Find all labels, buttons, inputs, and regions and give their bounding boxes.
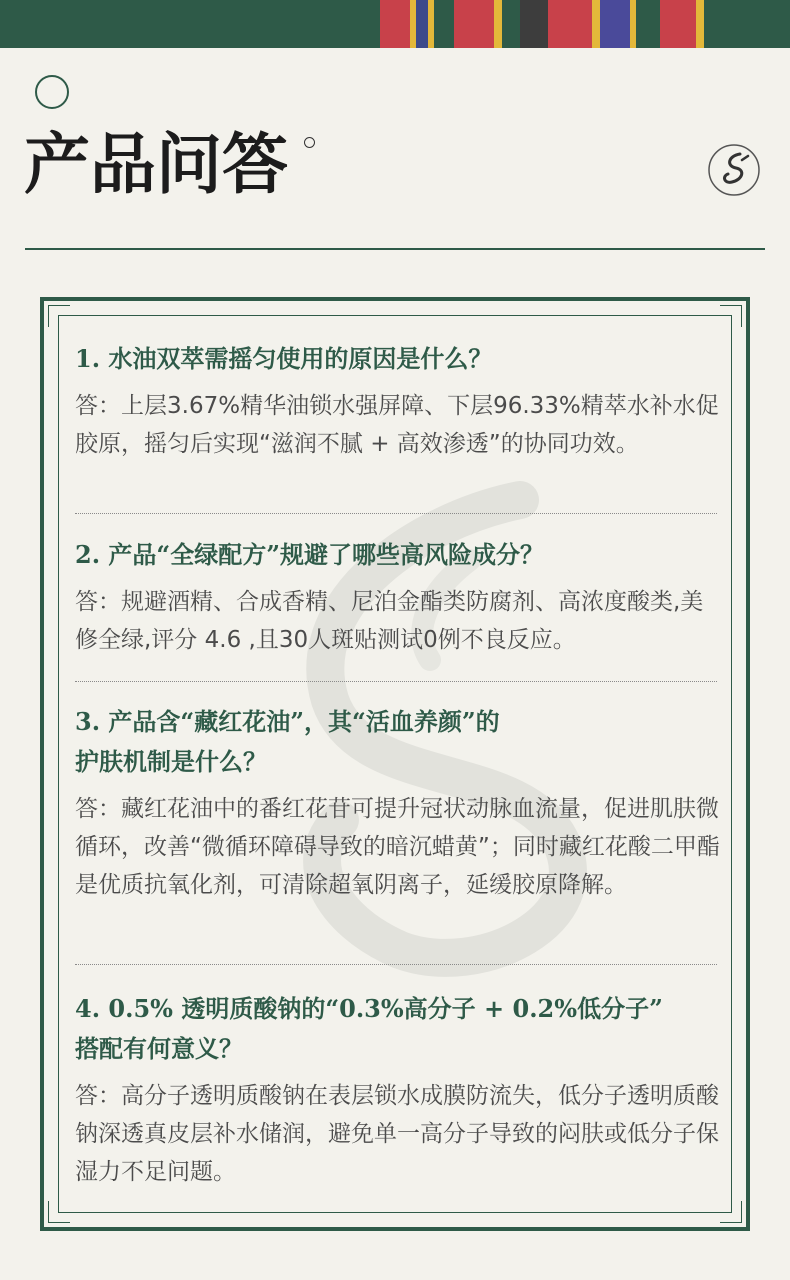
qa-divider	[75, 681, 717, 682]
answer-text: 答：规避酒精、合成香精、尼泊金酯类防腐剂、高浓度酸类,美修全绿,评分 4.6 ,且30人斑贴测试0例不良反应。	[75, 589, 704, 653]
frame-corner-ornament	[48, 305, 70, 327]
answer-text: 答：高分子透明质酸钠在表层锁水成膜防流失，低分子透明质酸钠深透真皮层补水储润，避免单一高分子导致的闷肤或低分子保湿力不足问题。	[75, 1083, 719, 1185]
qa-item-3	[75, 702, 720, 904]
question-text: 1. 水油双萃需摇匀使用的原因是什么？	[75, 344, 493, 373]
qa-divider	[75, 964, 717, 965]
qa-divider	[75, 513, 717, 514]
question-text: 2. 产品“全绿配方”规避了哪些高风险成分？	[75, 540, 545, 569]
frame-corner-ornament	[48, 1201, 70, 1223]
title-dot-ornament	[304, 137, 315, 148]
header-divider	[25, 248, 765, 250]
question-text: 3. 产品含“藏红花油”，其“活血养颜”的 护肤机制是什么？	[75, 707, 500, 776]
header-circle-ornament	[35, 75, 69, 109]
question-text: 4. 0.5% 透明质酸钠的“0.3%高分子 + 0.2%低分子” 搭配有何意义？	[75, 994, 663, 1063]
brand-logo-icon	[706, 142, 762, 198]
frame-corner-ornament	[720, 305, 742, 327]
page-title: 产品问答	[24, 125, 288, 203]
top-pattern-band	[0, 0, 790, 48]
answer-text: 答：藏红花油中的番红花苷可提升冠状动脉血流量，促进肌肤微循环，改善“微循环障碍导致的暗沉蜡黄”；同时藏红花酸二甲酯是优质抗氧化剂，可清除超氧阴离子，延缓胶原降解。	[75, 796, 720, 898]
qa-item-4	[75, 989, 720, 1191]
frame-corner-ornament	[720, 1201, 742, 1223]
qa-item-2	[75, 535, 720, 659]
answer-text: 答：上层3.67%精华油锁水强屏障、下层96.33%精萃水补水促胶原，摇匀后实现“滋润不腻 + 高效渗透”的协同功效。	[75, 393, 719, 457]
qa-item-1	[75, 339, 720, 463]
